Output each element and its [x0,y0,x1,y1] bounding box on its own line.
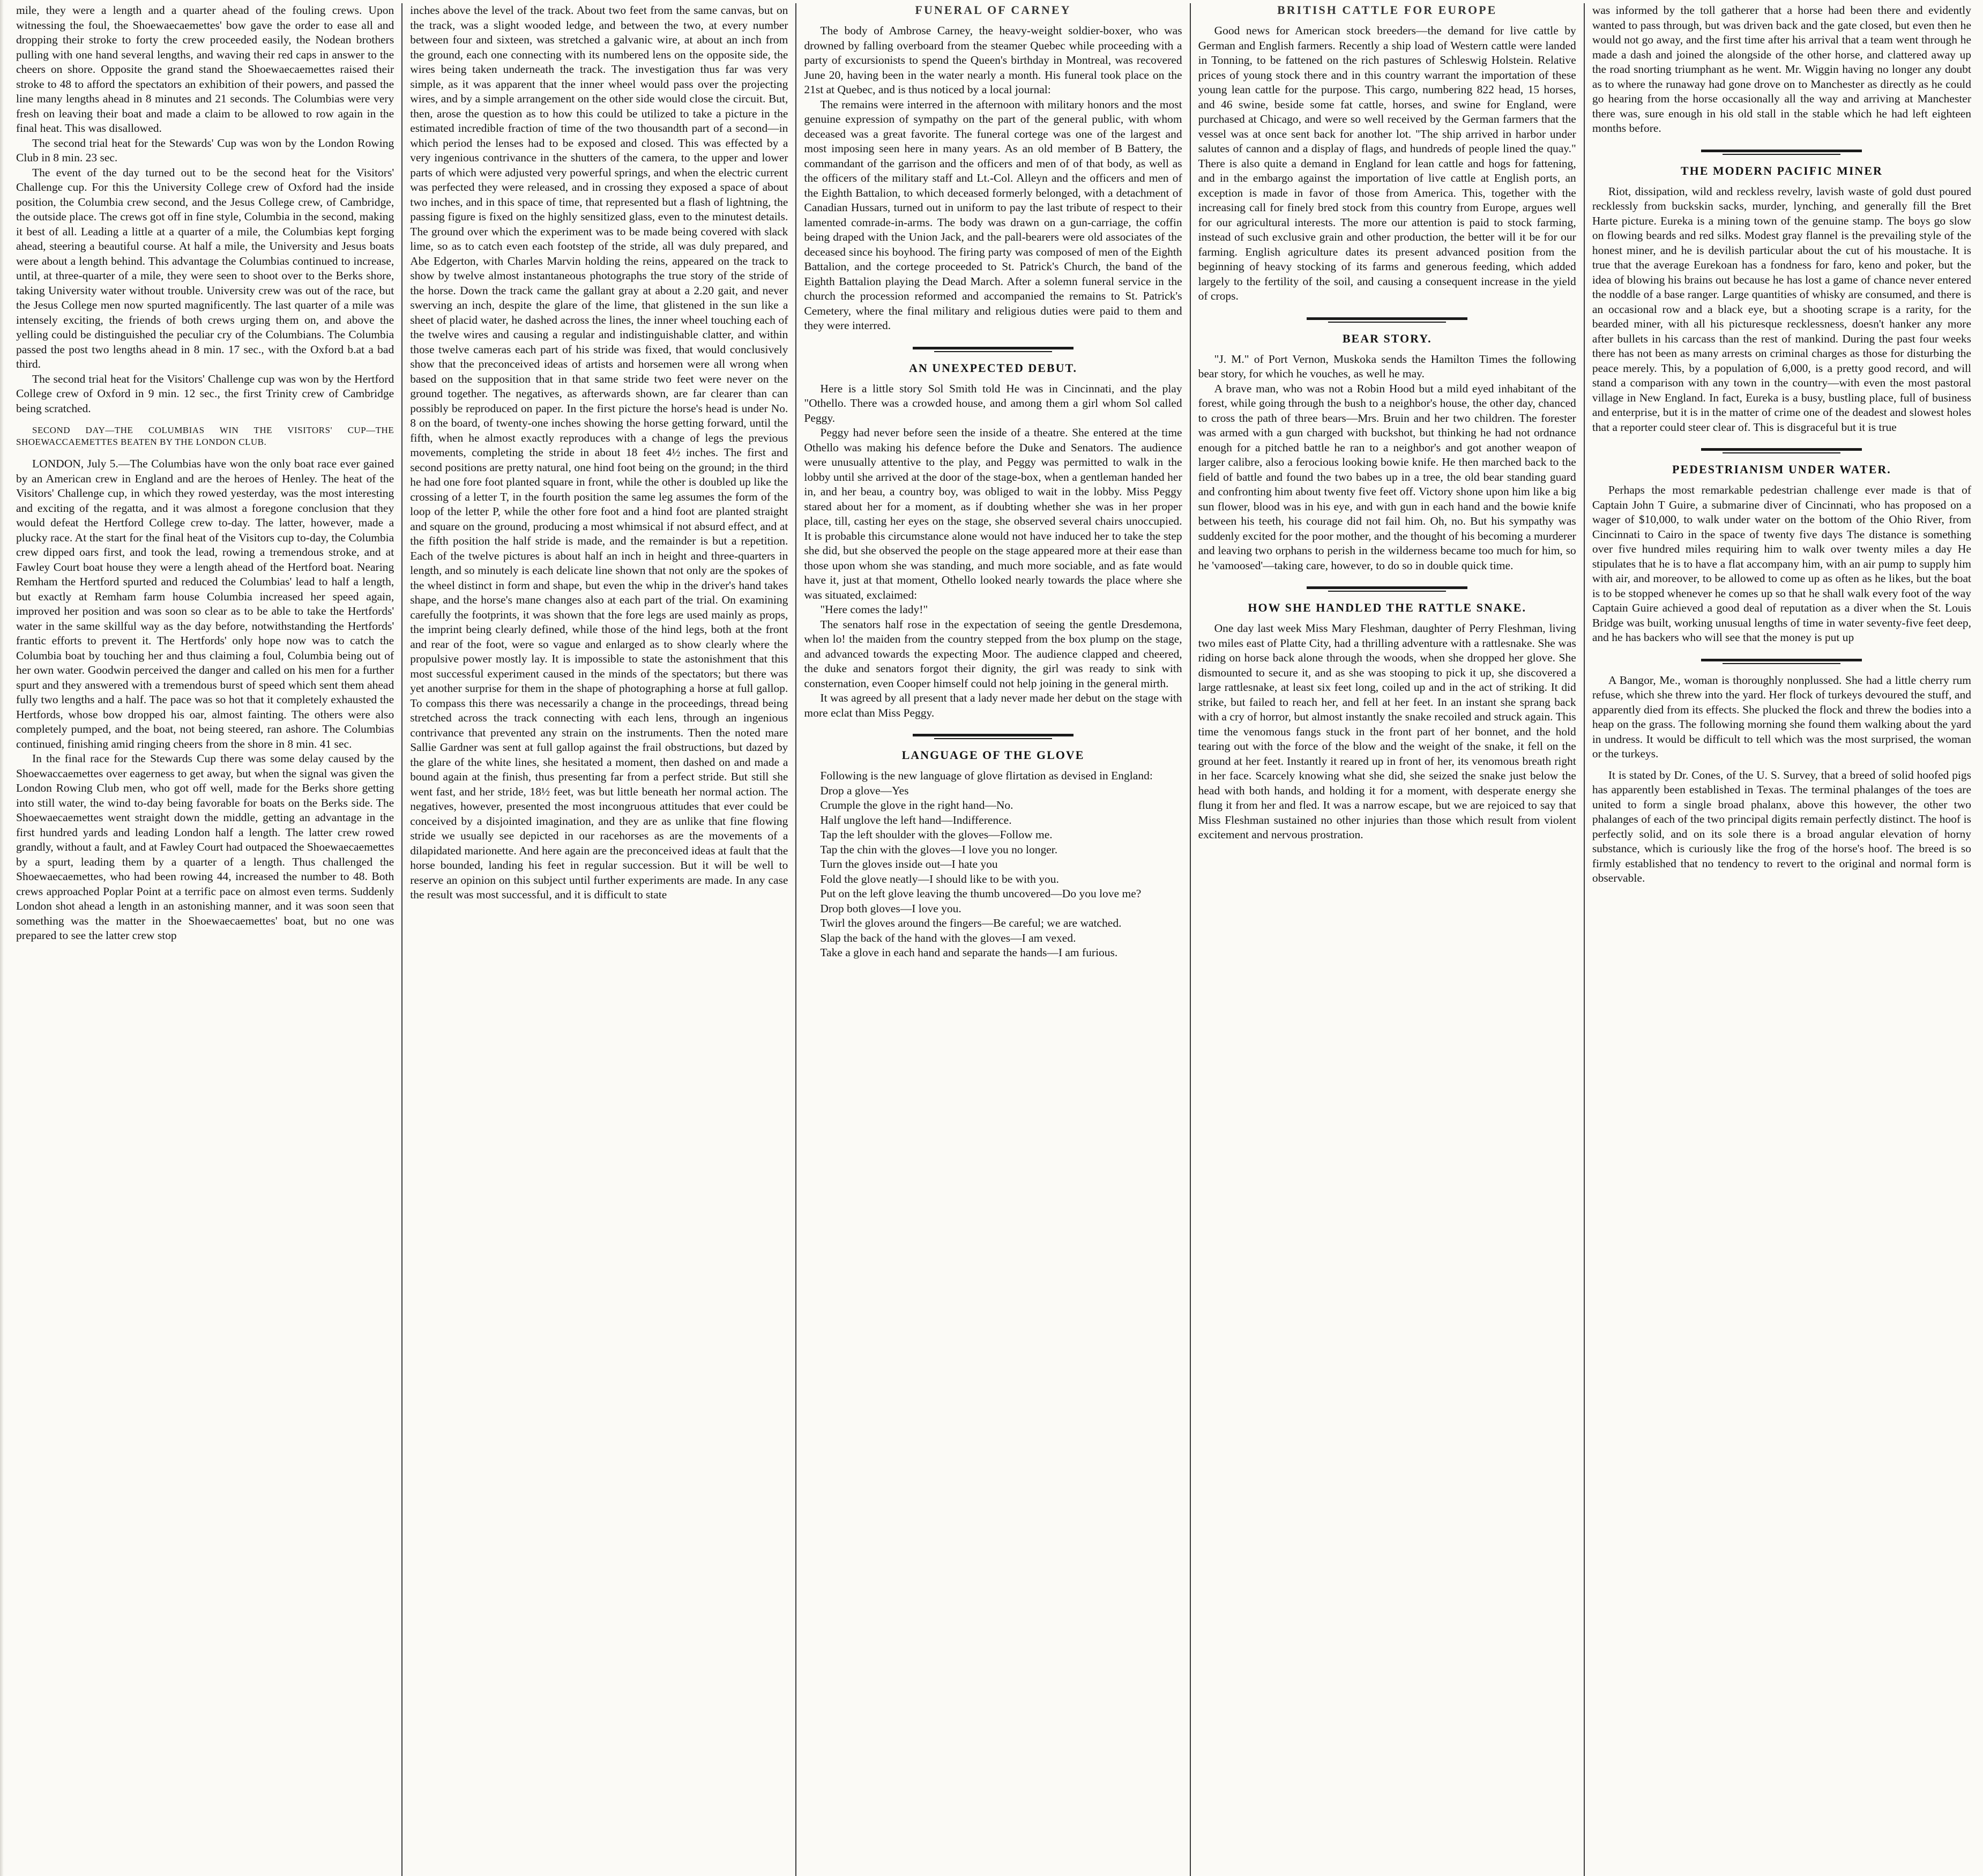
article-paragraph: The body of Ambrose Carney, the heavy-weight soldier-boxer, who was drowned by falling overboard from the steamer Quebec while proceeding with a party of excursionists to spend the Queen's birthday in Montreal, was recovered June 20, having been in the water nearly a month. His funeral took place on the 21st at Quebec, and is thus noticed by a local journal: [804,24,1182,96]
article-headline: AN UNEXPECTED DEBUT. [909,361,1078,375]
article-headline: PEDESTRIANISM UNDER WATER. [1672,463,1891,476]
article-paragraph: Fold the glove neatly—I should like to be with you. [820,872,1059,885]
article-paragraph: Tap the chin with the gloves—I love you no longer. [820,843,1058,856]
article-paragraph: Following is the new language of glove flirtation as devised in England: [820,769,1153,782]
article-paragraph: Peggy had never before seen the inside of a theatre. She entered at the time Othello was making his defence before the Duke and Senators. The audience were unusually attentive to the play, and Peggy was permitted to walk in the lobby until she arrived at the door of the stage-box, when a gentleman handed her in, and her beau, a country boy, was obliged to wait in the lobby. Miss Peggy stared about her for a moment, as if doubting whether she was in her proper place, till, casting her eyes on the stage, she observed several chairs unoccupied. It is probable this circumstance alone would not have induced her to take the step she did, but she observed the people on the stage appeared more at their ease than those upon whom she was standing, and much more sociable, and as fate would have it, just at that moment, Othello looked nearly towards the place where she was situated, exclaimed: [804,426,1182,601]
section-divider-rule [913,732,1073,740]
section-divider-rule [1307,585,1467,592]
paragraph-gap [1592,762,1971,768]
article-paragraph: LONDON, July 5.—The Columbias have won the only boat race ever gained by an American crew in England and are the heroes of Henley. The heat of the Visitors' Challenge cup, in which they rowed yesterday, was the most interesting and exciting of the regatta, and it was almost a foregone conclusion that they would defeat the Hertford College crew to-day. The latter, however, made a plucky race. At the start for the final heat of the Visitors cup to-day, the Columbia crew dipped oars first, and took the lead, rowing a tremendous stroke, and at Fawley Court boat house they were a length ahead of the Hertford boat. Nearing Remham the Hertford spurted and reduced the Columbias' lead to half a length, but exactly at Remham farm house Columbia increased her speed again, improved her position and was soon so clear as to be able to take the Hertfords' water in the same skillful way as the day before, notwithstanding the Hertfords' frantic efforts to prevent it. The Hertfords' only hope now was to catch the Columbia boat by touching her and thus claiming a foul, Columbia being out of her own water. Goodwin perceived the danger and called on his men for a further spurt and they answered with a tremendous burst of speed which sent them ahead fully two lengths and a half. The pace was so hot that it completely exhausted the Hertfords, whose bow dropped his oar, almost fainting. The others were also completely pumped, and the boat, not being steered, ran ashore. The Columbias continued, finishing amid ringing cheers from the shore in 8 min. 41 sec. [16,457,394,750]
article-headline: BRITISH CATTLE FOR EUROPE [1277,3,1497,17]
article-paragraph: Perhaps the most remarkable pedestrian challenge ever made is that of Captain John T Guire, a submarine diver of Cincinnati, who has proposed on a wager of $10,000, to walk under water on the bottom of the Ohio River, from Cincinnati to Cairo in the space of twenty five days The distance is something over five hundred miles requiring him to walk over twenty miles a day He stipulates that he is to have a flat accompany him, with an air pump to supply him with air, and moreover, to be allowed to come up as often as he likes, but the boat is to be stopped whenever he comes up so that he shall walk every foot of the way Captain Guire achieved a good deal of reputation as a diver when the St. Louis Bridge was built, working unusual lengths of time in water seventy-five feet deep, and he has backers who will see that the money is put up [1592,483,1971,644]
column-3 [796,3,1190,1876]
section-divider-rule [1701,446,1862,454]
article-paragraph: The senators half rose in the expectation of seeing the gentle Dresdemona, when lo! the maiden from the country stepped from the box plump on the stage, and advanced towards the expecting Moor. The audience clapped and cheered, the duke and senators forgot their dignity, the girl was ready to sink with consternation, even Cooper himself could not help joining in the general mirth. [804,617,1182,690]
article-headline: BEAR STORY. [1342,331,1432,345]
article-subheading: SECOND DAY—THE COLUMBIAS WIN THE VISITORS' CUP—THE SHOEWACCAEMETTES BEATEN BY THE LONDON CLUB. [16,425,394,447]
article-paragraph: mile, they were a length and a quarter ahead of the fouling crews. Upon witnessing the foul, the Shoewaecaemettes' bow gave the order to ease all and dropping their stroke to forty the crew proceeded easily, the Nodean brothers pulling with one hand several lengths, and waving their red caps in answer to the cheers on shore. Opposite the grand stand the Shoewaecaemettes raised their stroke to 48 to afford the spectators an exhibition of their powers, and passed the line many lengths ahead in 8 minutes and 21 seconds. The Columbias were very fresh on leaving their boat and made a claim to be allowed to row again in the final heat. This was disallowed. [16,4,394,135]
article-paragraph: "J. M." of Port Vernon, Muskoka sends the Hamilton Times the following bear story, for which he vouches, as well he may. [1198,352,1576,380]
article-paragraph: Good news for American stock breeders—the demand for live cattle by German and English farmers. Recently a ship load of Western cattle were landed in Tonning, to be fattened on the rich pastures of Schleswig Holstein. Relative prices of young stock there and in this country warrant the importation of these young lean cattle for the purpose. This cargo, numbering 822 head, 15 horses, and 46 swine, beside some fat cattle, horses, and swine for England, were purchased at Chicago, and were so well received by the German farmers that the vessel was at once sent back for another lot. "The ship arrived in harbor under salutes of cannon and a display of flags, and hundreds of people lined the quay." There is also quite a demand in England for lean cattle and hogs for fattening, and in the embargo against the importation of live cattle at English ports, an exception is made in favor of those from America. This, together with the increasing call for finely bred stock from this country from Europe, argues well for our agricultural interests. The more our attention is paid to stock farming, instead of such exclusive grain and other production, the better will it be for our farming. English agriculture dates its present advanced position from the beginning of heavy stocking of its farms and generous feeding, which added largely to the fertility of the soil, and causing a consequent increase in the yield of crops. [1198,24,1576,302]
article-paragraph: One day last week Miss Mary Fleshman, daughter of Perry Fleshman, living two miles east of Platte City, had a thrilling adventure with a rattlesnake. She was riding on horse back alone through the woods, when she dropped her glove. She dismounted to secure it, and as she was stooping to pick it up, she discovered a large rattlesnake, at least six feet long, coiled up and in the act of striking. It did strike, but failed to reach her, and fell at her feet. In an instant she sprang back with a cry of horror, but almost instantly the snake recoiled and struck again. This time the venomous fangs stuck in the front part of her bonnet, and the hold tearing out with the force of the blow and the weight of the snake, it fell on the ground at her feet. Instantly it reared up in front of her, its venomous breath right in her face. Scarcely knowing what she did, she seized the snake just below the head with both hands, and holding it for a moment, with desperate energy she flung it from her and fled. It was a narrow escape, but we are rejoiced to say that Miss Fleshman sustained no other injuries than those which result from violent excitement and nervous prostration. [1198,622,1576,841]
column-5 [1585,3,1979,1876]
article-paragraph: The second trial heat for the Stewards' Cup was won by the London Rowing Club in 8 min. 23 sec. [16,136,394,164]
article-headline: LANGUAGE OF THE GLOVE [901,748,1085,762]
article-paragraph: was informed by the toll gatherer that a horse had been there and evidently wanted to pass through, but was driven back and the gate closed, but even then he would not go away, and the first time after his arrival that a team went through he made a dash and joined the alongside of the other horse, and clattered away up the road snorting triumphant as he went. Mr. Wiggin having no longer any doubt as to where the runaway had gone drove on to Manchester as directly as he could go hearing from the horse occasionally all the way and arriving at Manchester there was, sure enough in his old stall in the stable which he had left eighteen months before. [1592,4,1971,135]
column-2 [402,3,796,1876]
page-binding-edge [0,0,4,1876]
article-paragraph: In the final race for the Stewards Cup there was some delay caused by the Shoewaccaemettes over eagerness to get away, but when the signal was given the London Rowing Club men, who got off well, made for the Berks shore getting into still water, the wind to-day being favorable for boats on the Berks side. The Shoewaecaemettes went straight down the middle, getting an advantage in the first hundred yards and leading London half a length. The latter crew rowed grandly, without a fault, and at Fawley Court had outpaced the Shoewaecaemettes by a spurt, leading them by a quarter of a length. Thus challenged the Shoewaecaemettes, who had been rowing 44, increased the number to 48. Both crews approached Poplar Point at a terrific pace on almost even terms. Suddenly London shot ahead a length in an astonishing manner, and it was soon seen that something was the matter in the Shoewaecaemettes' boat, but no one was prepared to see the latter crew stop [16,752,394,942]
article-paragraph: It is stated by Dr. Cones, of the U. S. Survey, that a breed of solid hoofed pigs has apparently been established in Texas. The terminal phalanges of the toes are united to form a single broad phalanx, above this however, the other two phalanges of each of the two principal digits remain perfectly distinct. The hoof is perfectly solid, and on its sole there is a broad angular elevation of horny substance, which is curiously like the frog of the horse's hoof. The breed is so firmly established that no tendency to revert to the original and normal form is observable. [1592,768,1971,884]
section-divider-rule [913,345,1073,353]
article-paragraph: Crumple the glove in the right hand—No. [820,799,1013,812]
article-paragraph: Here is a little story Sol Smith told He was in Cincinnati, and the play "Othello. There was a crowded house, and among them a girl whom Sol called Peggy. [804,382,1182,425]
article-paragraph: Riot, dissipation, wild and reckless revelry, lavish waste of gold dust poured recklessly from buckskin sacks, murder, lynching, and generally fill the Bret Harte picture. Eureka is a mining town of the genuine stamp. The boys go slow on flowing beards and red silks. Modest gray flannel is the prevailing style of the honest miner, and he is devilish particular about the cut of his moustache. It is true that the average Eurekoan has a fondness for faro, keno and poker, but the idea of blowing his brains out because he has lost a game of chance never entered the noddle of a base ranger. Large quantities of whisky are consumed, and there is an occasional row and a black eye, but a shooting scrape is a rarity, for the bearded miner, with all his picturesque recklessness, doesn't hanker any more after bullets in his carcass than the rest of mankind. During the past four weeks there has not been as many arrests on criminal charges as those for disturbing the peace merely. This, by a population of 6,000, is a pretty good record, and will stand a comparison with any town in the country—with even the most pastoral village in New England. In fact, Eureka is a busy, bustling place, full of business and enterprise, but it is in the matter of crime one of the deadest and slowest holes that a reporter could steer clear of. This is disgraceful but it is true [1592,184,1971,434]
section-divider-rule [1701,148,1862,155]
article-paragraph: Tap the left shoulder with the gloves—Follow me. [820,828,1053,841]
article-paragraph: The second trial heat for the Visitors' Challenge cup was won by the Hertford College crew of Oxford in 9 min. 12 sec., the first Trinity crew of Cambridge being scratched. [16,372,394,415]
article-paragraph: The remains were interred in the afternoon with military honors and the most genuine expression of sympathy on the part of the general public, with whom deceased was a great favorite. The funeral cortege was one of the largest and most imposing seen here in many years. As an old member of B Battery, the commandant of the garrison and the officers and men of of that body, as well as the officers of the military staff and Lt.-Col. Alleyn and the officers and men of the Eighth Battalion, to which deceased formerly belonged, with a detachment of Canadian Hussars, turned out in uniform to pay the last tribute of respect to their lamented comrade-in-arms. The body was drawn on a gun-carriage, the coffin being draped with the Union Jack, and the pall-bearers were old associates of the deceased since his boyhood. The firing party was composed of men of the Eighth Battalion, and the cortege proceeded to St. Patrick's Church, the band of the Eighth Battalion playing the Dead March. After a solemn funeral service in the church the procession reformed and accompanied the remains to St. Patrick's Cemetery, where the final military and religious duties were paid to them and they were interred. [804,98,1182,332]
newspaper-columns [9,3,1979,1876]
article-paragraph: Half unglove the left hand—Indifference. [820,813,1012,827]
article-headline: FUNERAL OF CARNEY [915,3,1071,17]
article-paragraph: It was agreed by all present that a lady never made her debut on the stage with more eclat than Miss Peggy. [804,691,1182,719]
article-paragraph: "Here comes the lady!" [820,603,928,616]
article-paragraph: inches above the level of the track. About two feet from the same canvas, but on the track, was a slight wooded ledge, and between the two, at every number between four and sixteen, was stretched a galvanic wire, at about an inch from the ground, each one connecting with its numbered lens on the opposite side, the wires being taken underneath the track. The investigation thus far was very simple, as it was apparent that the inner wheel would pass over the projecting wires, and by a simple arrangement on the other side would close the circuit. But, then, arose the question as to how this could be utilized to take a picture in the estimated incredible fraction of time of the two thousandth part of a second—in which period the lenses had to be exposed and closed. This was effected by a very ingenious contrivance in the shutters of the camera, to the upper and lower parts of which were adjusted very powerful springs, and when the electric current was perfected they were released, and in crossing they exposed a space of about two inches, and in this space of time, that represented but a flash of lightning, the passing figure is fixed on the highly sensitized glass, even to the minutest details. The ground over which the experiment was to be made being covered with slack lime, so as to catch even each footstep of the stride, all was duly prepared, and Abe Edgerton, with Charles Marvin holding the reins, appeared on the track to show by twelve almost instantaneous photographs the true story of the stride of the horse. Down the track came the gallant gray at about a 2.20 gait, and never swerving an inch, despite the glare of the lime, that glistened in the sun like a sheet of placid water, he dashed across the lines, the inner wheel touching each of the twelve wires and causing a regular and indistinguishable clatter, and within those twelve cameras each part of his stride was fixed, that would conclusively show that the preconceived ideas of artists and horsemen were all wrong when based on the supposition that in that same stride two feet were never on the ground together. The negatives, as afterwards shown, are far clearer than can possibly be reproduced on paper. In the first picture the horse's head is under No. 8 on the board, of twenty-one inches showing the horse getting forward, until the fifth, when he almost exactly reproduces with a change of legs the previous movements, completing the stride in about 18 feet 4½ inches. The first and second positions are pretty natural, one hind foot being on the ground; in the third he had one fore foot planted square in front, while the other is doubled up like the crossing of a letter T, in the fourth position the same leg assumes the form of the loop of the letter P, while the other fore foot and a hind foot are planted straight and square on the ground, producing a most whimsical if not absurd effect, and at the fifth position the half stride is made, and the remainder is but a repetition. Each of the twelve pictures is about half an inch in height and three-quarters in length, and so minutely is each delicate line shown that not only are the spokes of the wheel distinct in form and shape, but even the whip in the driver's hand takes shape, and the horse's mane changes also at each part of the trial. On examining carefully the footprints, it was shown that the fore legs are used mainly as props, the imprint being clearly defined, while those of the hind legs, both at the front and rear of the foot, were so vague and enlarged as to show clearly where the propulsive power mostly lay. It is impossible to state the astonishment that this most successful experiment caused in the minds of the spectators; but there was yet another surprise for them in the shape of photographing a horse at full gallop. To compass this there was necessarily a change in the proceedings, thread being stretched across the track connecting with each lens, through an ingenious contrivance that prevented any strain on the instruments. Then the noted mare Sallie Gardner was sent at full gallop against the frail obstructions, but dazed by the glare of the white lines, she hesitated a moment, then dashed on and made a bound again at the finish, thus presenting far from a perfect stride. But still she went fast, and her stride, 18½ feet, was but little beneath her normal action. The negatives, however, presented the most incongruous attitudes that ever could be conceived by a disjointed imagination, and they are as unlike that fine flowing stride we usually see depicted in our racehorses as are the movements of a dilapidated marionette. And here again are the preconceived ideas at fault that the horse bounded, landing his feet in regular succession. But it will be well to reserve an opinion on this subject until further experiments are made. In any case the result was most successful, and it is difficult to state [410,4,788,901]
section-divider-rule [1701,657,1862,665]
article-paragraph: Put on the left glove leaving the thumb uncovered—Do you love me? [820,887,1142,900]
section-divider-rule [1307,316,1467,323]
article-paragraph: Take a glove in each hand and separate the hands—I am furious. [820,946,1118,959]
article-paragraph: Twirl the gloves around the fingers—Be careful; we are watched. [820,917,1122,929]
article-paragraph: A Bangor, Me., woman is thoroughly nonplussed. She had a little cherry rum refuse, which she threw into the yard. Her flock of turkeys devoured the stuff, and apparently died from its effects. She plucked the flock and threw the bodies into a heap on the grass. The following morning she found them walking about the yard in undress. It would be difficult to tell which was the most surprised, the woman or the turkeys. [1592,673,1971,760]
article-paragraph: Drop a glove—Yes [820,784,909,797]
article-paragraph: Turn the gloves inside out—I hate you [820,858,998,870]
article-headline: THE MODERN PACIFIC MINER [1680,163,1883,177]
article-headline: HOW SHE HANDLED THE RATTLE SNAKE. [1248,601,1526,614]
column-1 [9,3,402,1876]
column-4 [1191,3,1585,1876]
article-paragraph: The event of the day turned out to be the second heat for the Visitors' Challenge cup. For this the University College crew of Oxford had the inside position, the Columbia crew second, and the Jesus College crew, of Cambridge, the outside place. The crews got off in fine style, Columbia in the second, making it best of all. Leading a little at a quarter of a mile, the Columbias kept forging ahead, steering a beautiful course. At half a mile, the University and Jesus boats were about a length behind. This advantage the Columbias continued to increase, until, at three-quarter of a mile, they were seen to shoot over to the Berks shore, taking University water without trouble. University crew was out of the race, but the Jesus College men now spurted magnificently. The last quarter of a mile was intensely exciting, the friends of both crews urging them on, and above the yelling could be distinguished the peculiar cry of the Columbians. The Columbia passed the post two lengths ahead in 8 min. 17 sec., with the Oxford b.at a bad third. [16,166,394,370]
article-paragraph: A brave man, who was not a Robin Hood but a mild eyed inhabitant of the forest, while going through the bush to a neighbor's house, the other day, chanced to cross the path of three bears—Mrs. Bruin and her two children. The forester was armed with a gun charged with buckshot, but thinking he had not ordnance enough for a pitched battle he ran to a neighbor's and got another weapon of larger calibre, also a ferocious looking bowie knife. He then marched back to the field of battle and found the two babes up in a tree, the old bear standing guard and confronting him about twenty five feet off. Victory shone upon him like a big sun flower, blood was in his eye, and with gun in each hand and the bowie knife between his teeth, his courage did not fail him. Oh, no. But his sympathy was suddenly excited for the poor mother, and the thought of his becoming a murderer and leaving two orphans to perish in the wilderness became too much for him, so he 'vamoosed'—taking care, however, to do so in double quick time. [1198,382,1576,572]
article-paragraph: Drop both gloves—I love you. [820,902,961,915]
article-paragraph: Slap the back of the hand with the gloves—I am vexed. [820,931,1076,944]
